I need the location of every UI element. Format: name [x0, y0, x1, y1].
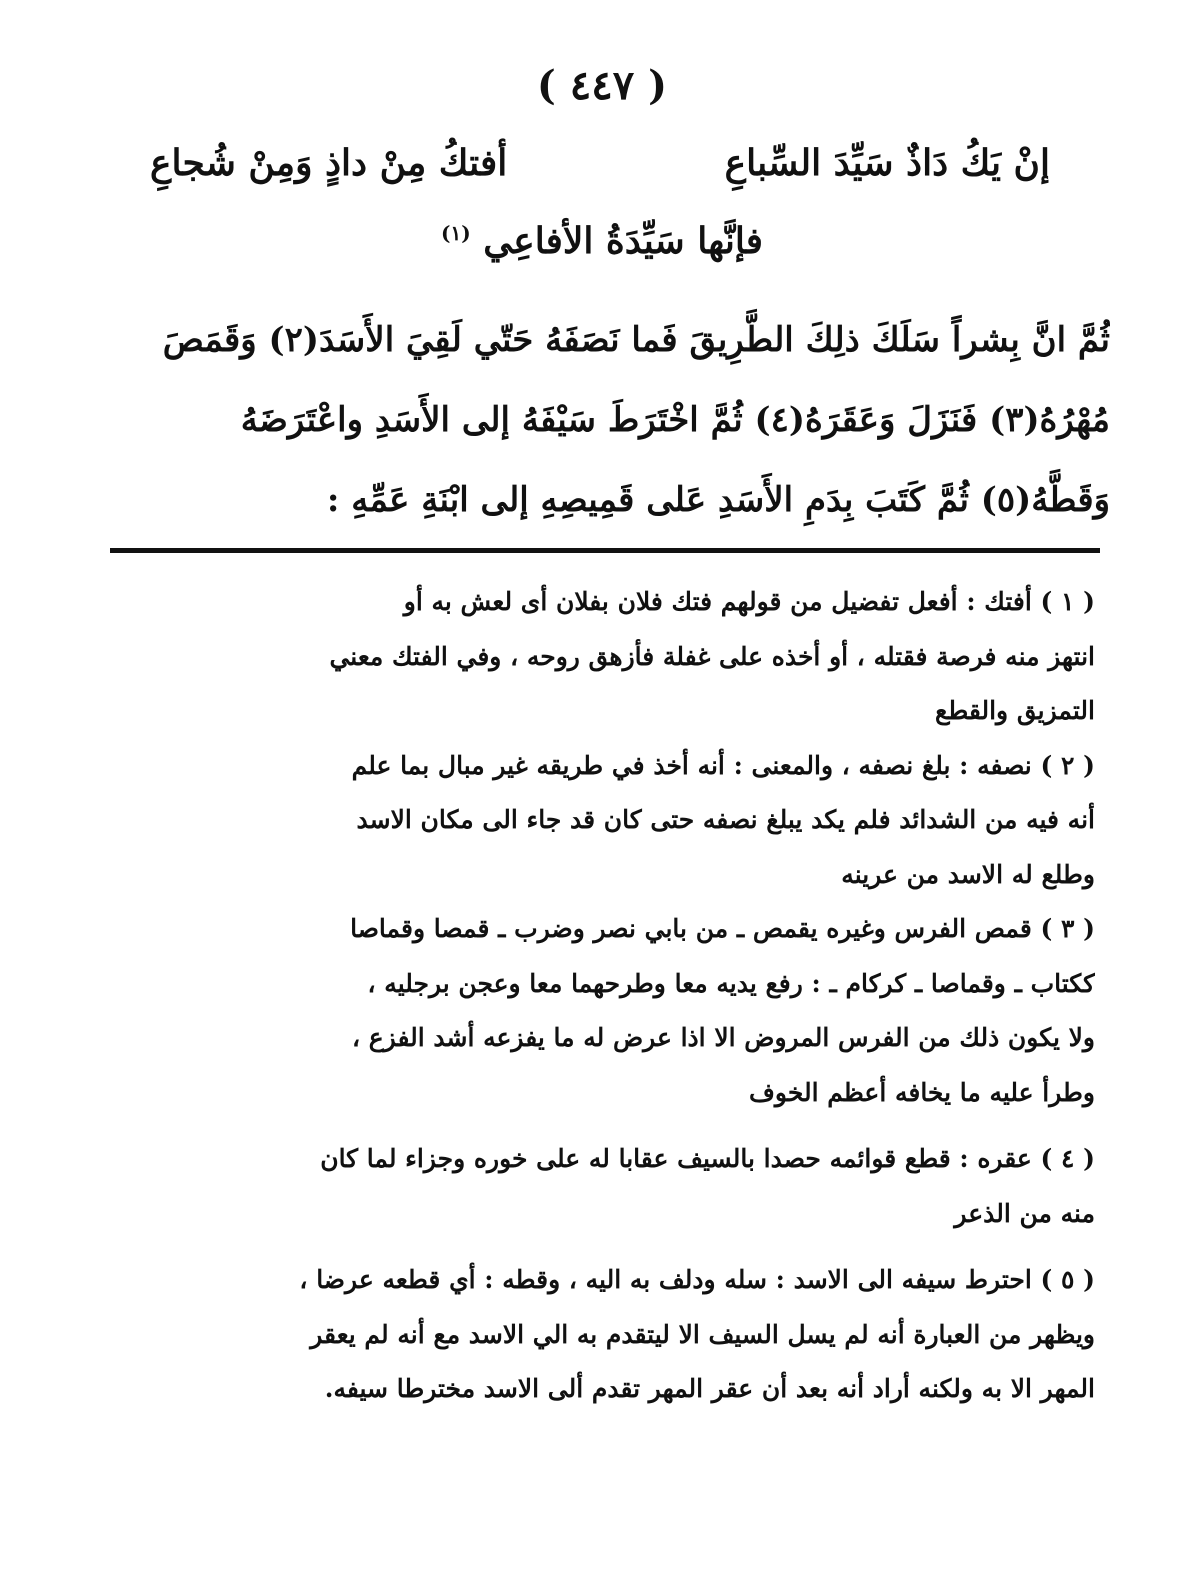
footnote-2 — [110, 739, 1095, 903]
footnote-line: ( ٢ ) نصفه : بلغ نصفه ، والمعنى : أنه أخذ في طريقه غير مبال بما علم — [351, 750, 1095, 780]
footnote-line: ( ٣ ) قمص الفرس وغيره يقمص ـ من بابي نصر وضرب ـ قمصا وقماصا — [350, 914, 1095, 943]
footnote-reference: (١) — [440, 221, 471, 245]
footnote-line: المهر الا به ولكنه أراد أنه بعد أن عقر المهر تقدم ألى الاسد مخترطا سيفه. — [324, 1374, 1095, 1403]
prose-paragraph — [110, 300, 1110, 540]
footnote-line: ( ٤ ) عقره : قطع قوائمه حصدا بالسيف عقابا له على خوره وجزاء لما كان — [320, 1144, 1095, 1173]
footnote-line: وطلع له الاسد من عرينه — [841, 859, 1095, 889]
footnote-line: ككتاب ـ وقماصا ـ كركام ـ : رفع يديه معا وطرحهما معا وعجن برجليه ، — [367, 968, 1095, 998]
footnote-line: انتهز منه فرصة فقتله ، أو أخذه على غفلة فأزهق روحه ، وفي الفتك معني — [329, 641, 1095, 671]
footnote-spacer — [110, 1120, 1095, 1132]
verse-left-hemistich: أفتكُ مِنْ داذٍ وَمِنْ شُجاعِ — [150, 142, 508, 184]
footnote-4 — [110, 1132, 1095, 1241]
prose-line: ثُمَّ انَّ بِشراً سَلَكَ ذلِكَ الطَّرِيقَ فَما نَصَفَهُ حَتّي لَقِيَ الأَسَدَ(٢) وَقَمَصَ — [162, 320, 1110, 360]
footnote-line: ولا يكون ذلك من الفرس المروض الا اذا عرض له ما يفزعه أشد الفزع ، — [351, 1023, 1095, 1052]
footnote-line: أنه فيه من الشدائد فلم يكد يبلغ نصفه حتى كان قد جاء الى مكان الاسد — [356, 805, 1095, 834]
footnote-line: ( ١ ) أفتك : أفعل تفضيل من قولهم فتك فلان بفلان أى لعش به أو — [403, 587, 1095, 616]
prose-line: مُهْرُهُ(٣) فَنَزَلَ وَعَقَرَهُ(٤) ثُمَّ اخْتَرَطَ سَيْفَهُ إلى الأَسَدِ واعْتَرَضَهُ — [240, 400, 1110, 440]
footnote-line: منه من الذعر — [954, 1198, 1095, 1228]
footnote-3 — [110, 902, 1095, 1120]
prose-line: وَقَطَّهُ(٥) ثُمَّ كَتَبَ بِدَمِ الأَسَدِ عَلى قَمِيصِهِ إلى ابْنَةِ عَمِّهِ : — [326, 480, 1110, 520]
footnote-line: ( ٥ ) احترط سيفه الى الاسد : سله ودلف به اليه ، وقطه : أي قطعه عرضا ، — [299, 1265, 1095, 1294]
footnotes — [110, 575, 1095, 1417]
footnote-line: التمزيق والقطع — [935, 696, 1095, 725]
footnote-line: وطرأ عليه ما يخافه أعظم الخوف — [749, 1077, 1095, 1107]
footnote-line: ويظهر من العبارة أنه لم يسل السيف الا ليتقدم به الي الاسد مع أنه لم يعقر — [310, 1319, 1095, 1349]
verse-third-line — [0, 220, 1204, 262]
page-number: ( ٤٤٧ ) — [536, 62, 668, 109]
verse-right-hemistich: إنْ يَكُ دَاذٌ سَيِّدَ السِّباعِ — [724, 142, 1050, 184]
footnote-1 — [110, 575, 1095, 739]
footnote-spacer — [110, 1241, 1095, 1253]
verse-third-line-text: فإنَّها سَيِّدَةُ الأفاعِي — [483, 220, 764, 262]
footnote-divider — [110, 548, 1100, 553]
footnote-5 — [110, 1253, 1095, 1417]
verse-line — [150, 142, 1050, 184]
